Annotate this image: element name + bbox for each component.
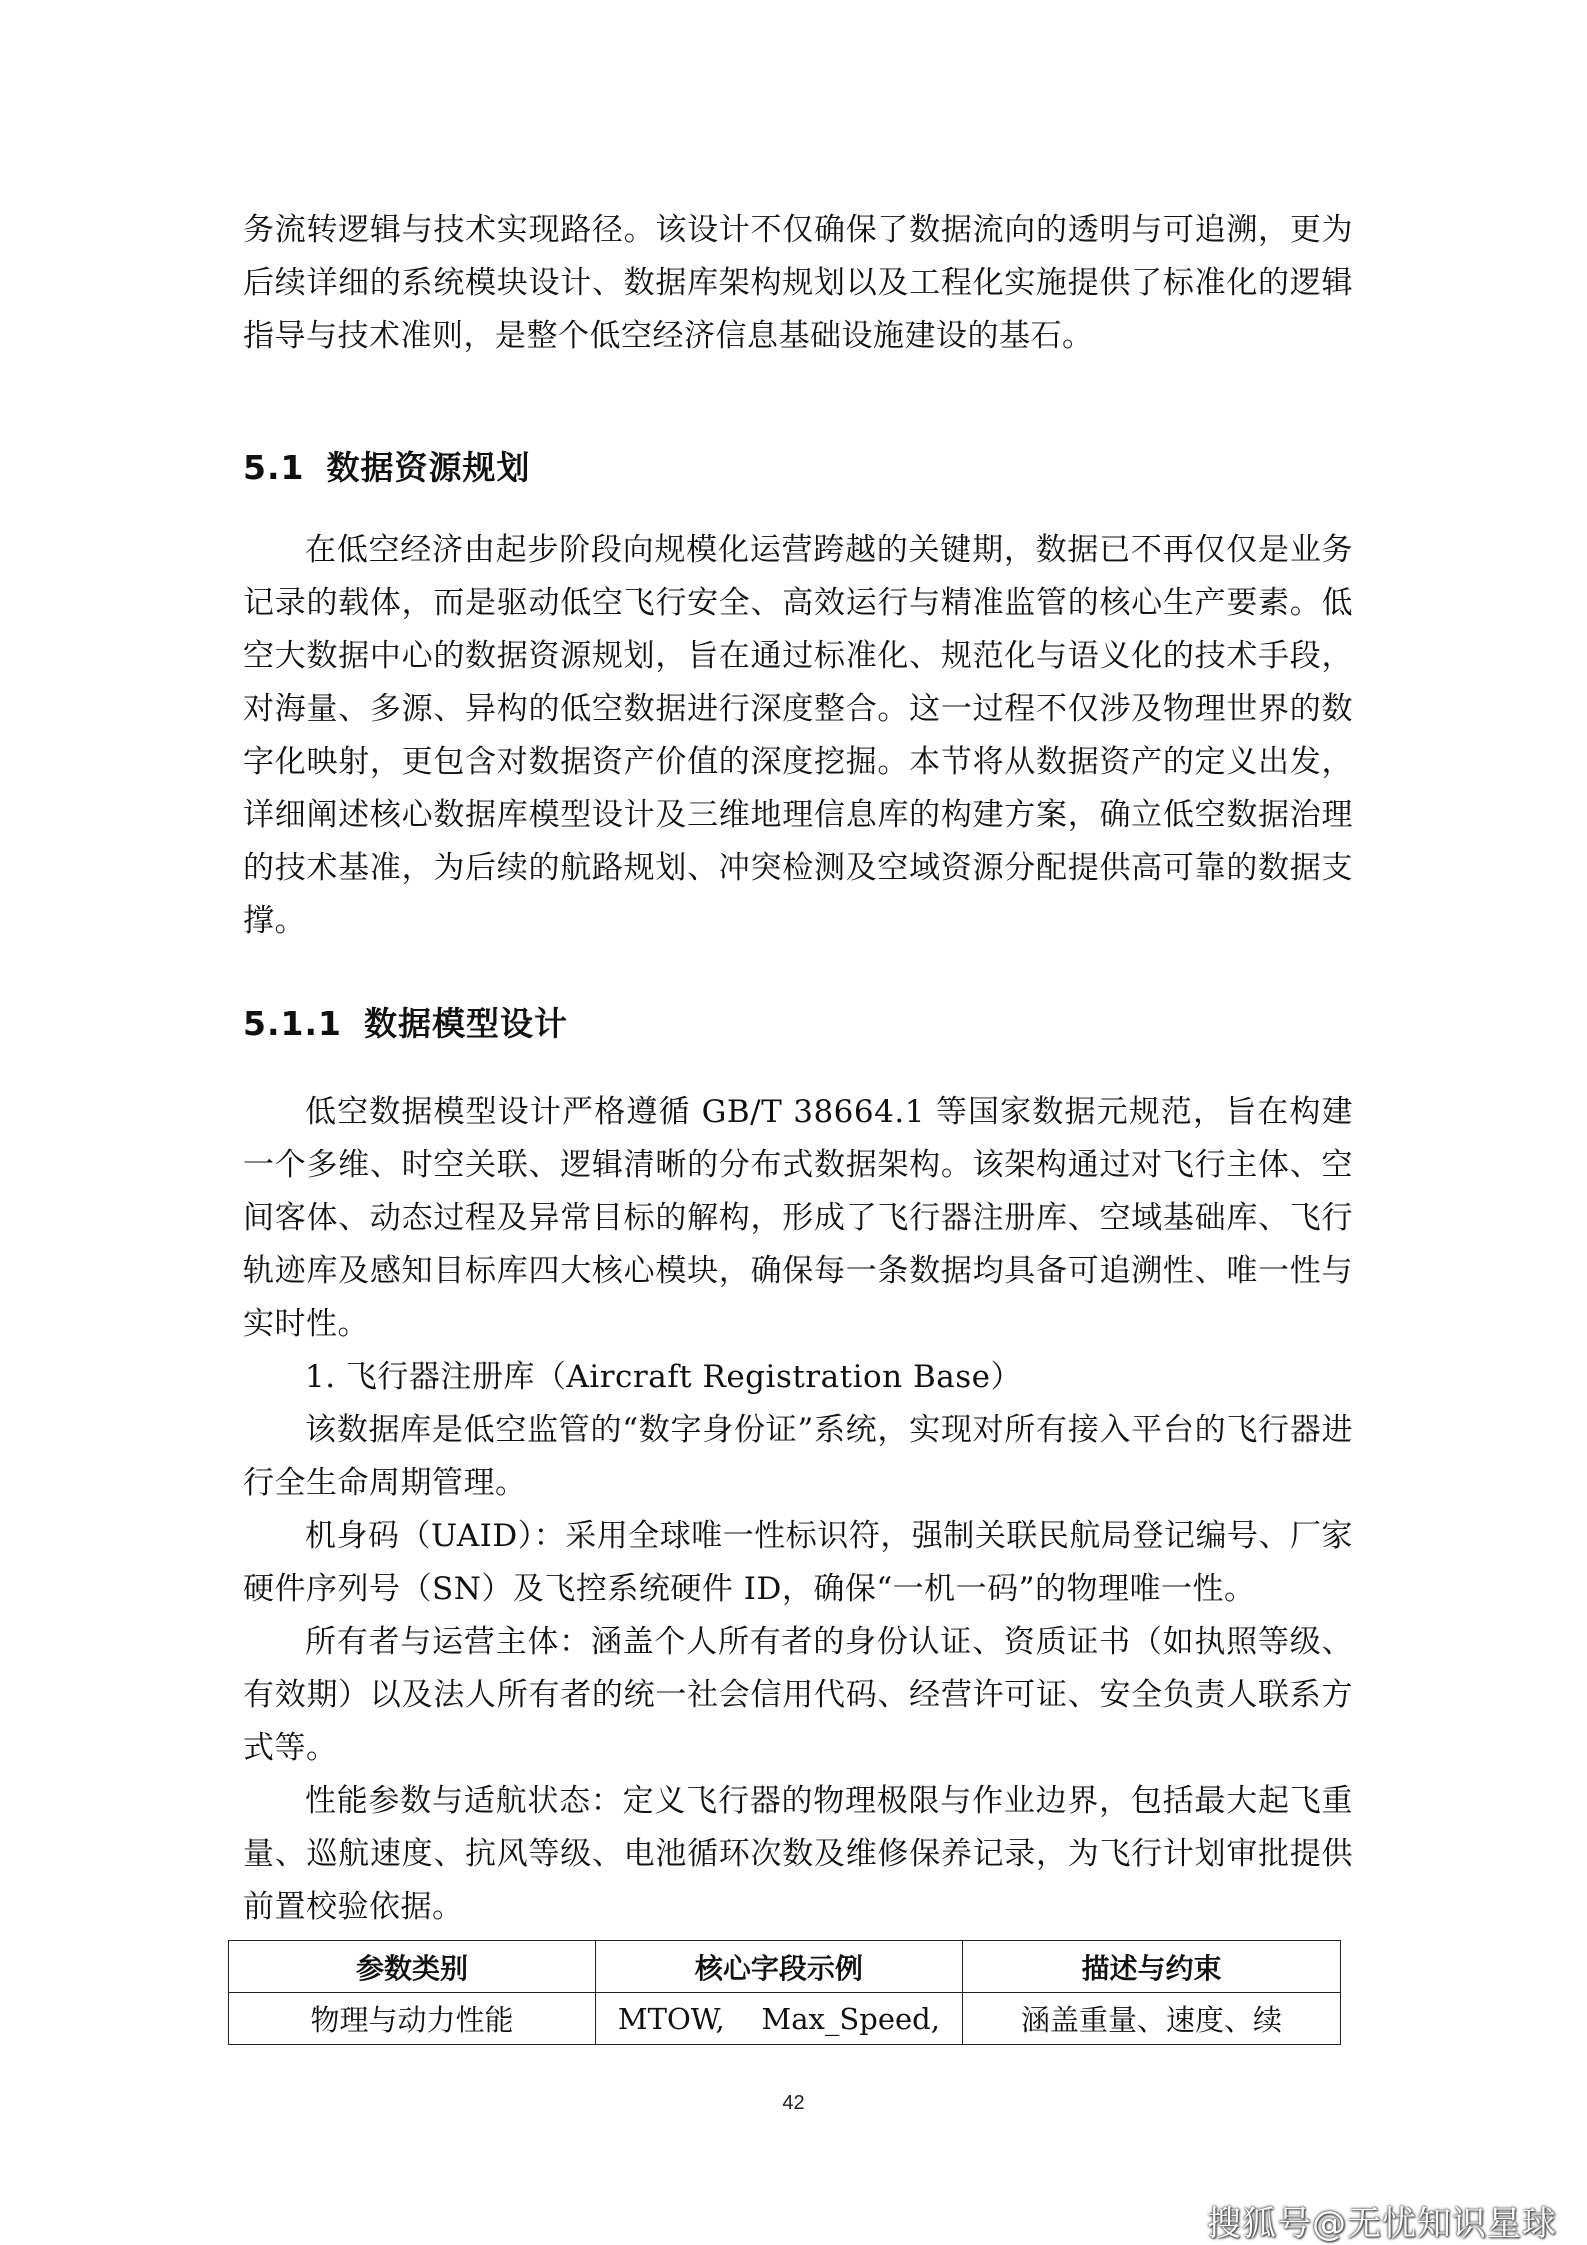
table-cell: 物理与动力性能 [229, 1993, 596, 2045]
watermark: 搜狐号@无忧知识星球 [1207, 2204, 1557, 2244]
section-title: 数据资源规划 [326, 448, 531, 487]
section-5-1-body [243, 524, 1353, 948]
table-cell: 涵盖重量、速度、续 [962, 1993, 1340, 2045]
data-model-paragraph: 低空数据模型设计严格遵循 GB/T 38664.1 等国家数据元规范，旨在构建一个多维、时空关联、逻辑清晰的分布式数据架构。该架构通过对飞行主体、空间客体、动态过程及异常目标的解构，形成了飞行器注册库、空域基础库、飞行轨迹库及感知目标库四大核心模块，确保每一条数据均具备可追溯性、唯一性与实时性。 [243, 1094, 1353, 1342]
section-5-1-1-body [243, 1086, 1353, 1934]
page-number: 42 [782, 2092, 805, 2114]
table-row [229, 1993, 1341, 2045]
intro-paragraph: 务流转逻辑与技术实现路径。该设计不仅确保了数据流向的透明与可追溯，更为后续详细的系统模块设计、数据库架构规划以及工程化实施提供了标准化的逻辑指导与技术准则，是整个低空经济信息基础设施建设的基石。 [243, 212, 1353, 354]
performance-paragraph: 性能参数与适航状态：定义飞行器的物理极限与作业边界，包括最大起飞重量、巡航速度、抗风等级、电池循环次数及维修保养记录，为飞行计划审批提供前置校验依据。 [243, 1783, 1353, 1925]
parameter-table [228, 1940, 1341, 2045]
section-heading-5-1 [243, 442, 530, 489]
section-heading-5-1-1 [243, 998, 568, 1045]
table-header-cell: 核心字段示例 [595, 1941, 962, 1993]
subsection-number: 5.1.1 [243, 1004, 342, 1043]
uaid-paragraph: 机身码（UAID）：采用全球唯一性标识符，强制关联民航局登记编号、厂家硬件序列号（SN）及飞控系统硬件 ID，确保“一机一码”的物理唯一性。 [243, 1518, 1353, 1607]
table-header-cell: 参数类别 [229, 1941, 596, 1993]
section-number: 5.1 [243, 448, 305, 487]
registry-description: 该数据库是低空监管的“数字身份证”系统，实现对所有接入平台的飞行器进行全生命周期管理。 [243, 1412, 1353, 1501]
table-header-cell: 描述与约束 [962, 1941, 1340, 1993]
subsection-title: 数据模型设计 [363, 1004, 568, 1043]
table-header-row [229, 1941, 1341, 1993]
owner-paragraph: 所有者与运营主体：涵盖个人所有者的身份认证、资质证书（如执照等级、有效期）以及法人所有者的统一社会信用代码、经营许可证、安全负责人联系方式等。 [243, 1624, 1353, 1766]
list-item-title: 1. 飞行器注册库（Aircraft Registration Base） [305, 1359, 1022, 1395]
table-cell: MTOW, Max_Speed, [595, 1993, 962, 2045]
section-5-1-paragraph: 在低空经济由起步阶段向规模化运营跨越的关键期，数据已不再仅仅是业务记录的载体，而是驱动低空飞行安全、高效运行与精准监管的核心生产要素。低空大数据中心的数据资源规划，旨在通过标准化、规范化与语义化的技术手段，对海量、多源、异构的低空数据进行深度整合。这一过程不仅涉及物理世界的数字化映射，更包含对数据资产价值的深度挖掘。本节将从数据资产的定义出发，详细阐述核心数据库模型设计及三维地理信息库的构建方案，确立低空数据治理的技术基准，为后续的航路规划、冲突检测及空域资源分配提供高可靠的数据支撑。 [243, 532, 1353, 939]
intro-block [243, 204, 1353, 363]
